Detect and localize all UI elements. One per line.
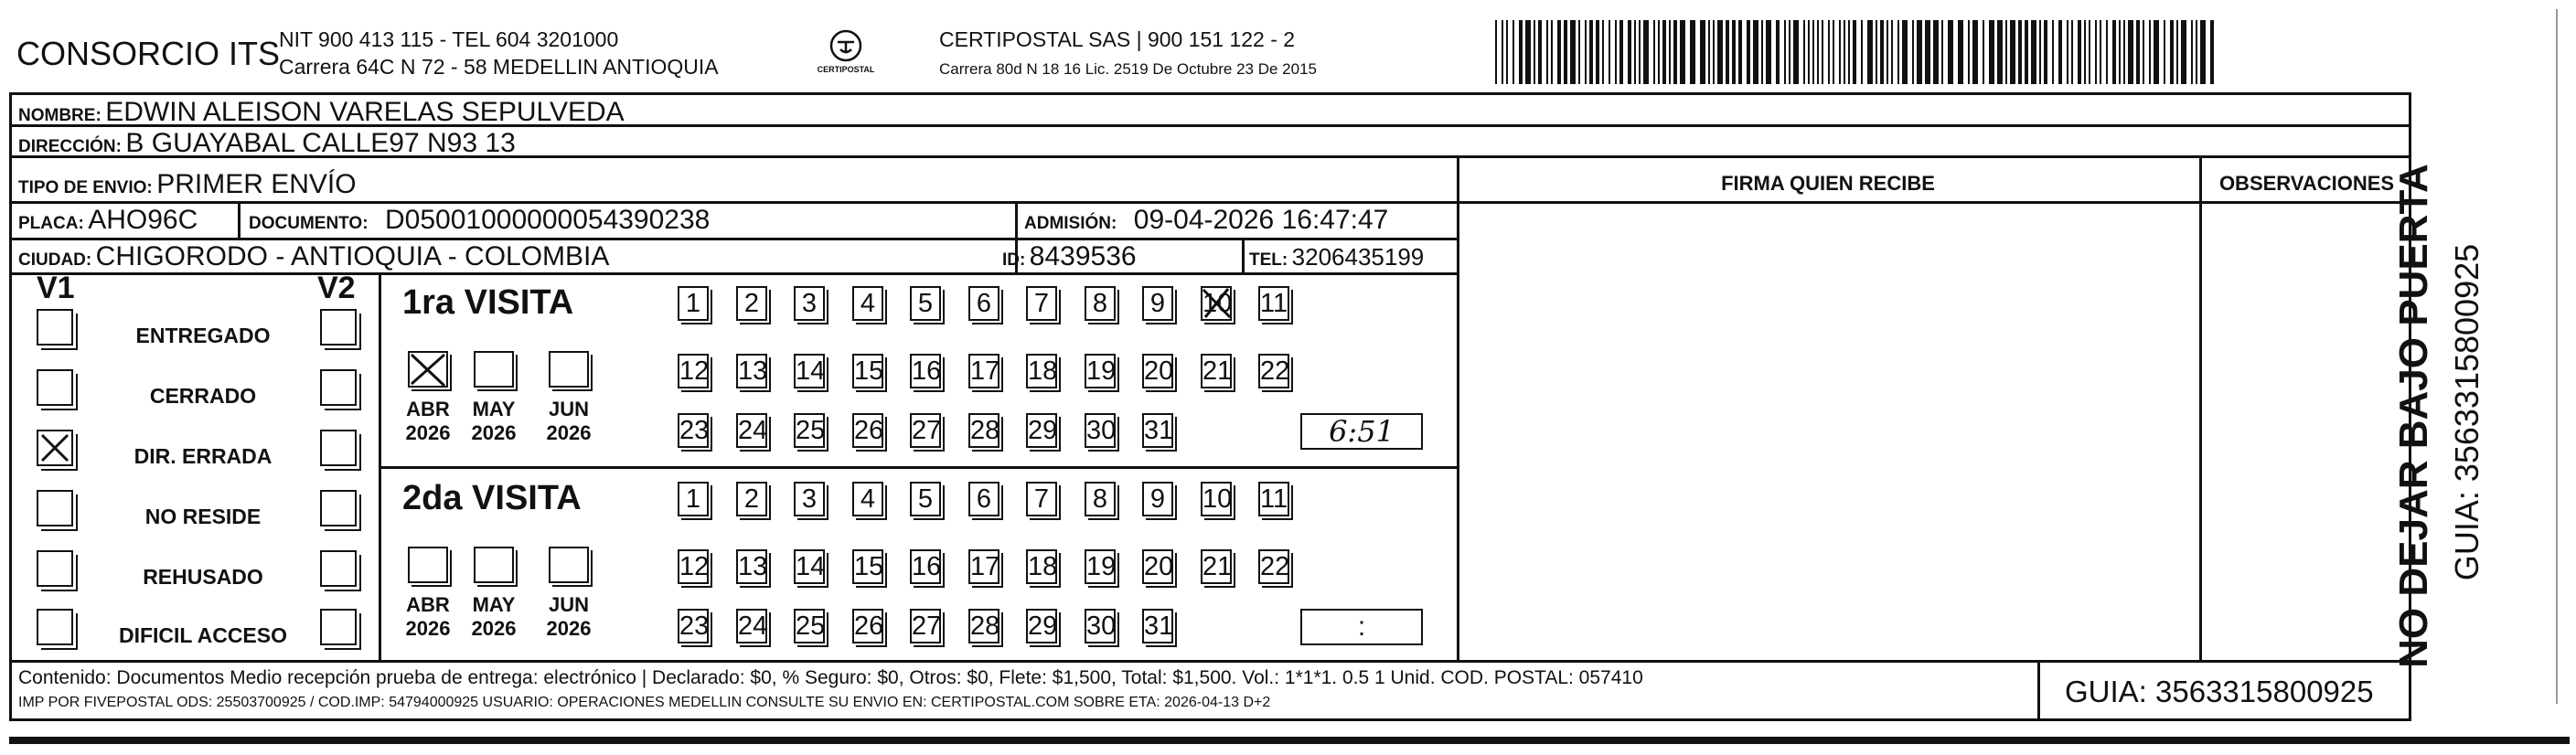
day-box[interactable] [1258,549,1289,584]
day-number: 21 [1202,356,1233,386]
observaciones-area[interactable] [2203,205,2410,659]
day-box[interactable] [1142,549,1173,584]
day-box[interactable] [1258,482,1289,516]
day-box[interactable] [1026,482,1057,516]
day-box[interactable] [678,609,709,643]
day-box[interactable] [852,413,883,448]
day-number: 5 [917,484,934,514]
month-label: ABR [406,593,450,616]
check-x-icon [408,351,448,388]
day-box[interactable] [1085,354,1116,388]
day-number: 10 [1202,289,1233,318]
day-number: 26 [854,611,884,641]
day-number: 11 [1260,484,1288,514]
day-box[interactable] [852,549,883,584]
day-box[interactable] [852,609,883,643]
day-number: 8 [1092,289,1108,318]
tel-value: 3206435199 [1291,243,1425,271]
barcode [1495,20,2227,84]
day-box[interactable] [968,286,999,321]
admision-label: ADMISIÓN: [1024,214,1117,233]
day-number: 31 [1144,416,1174,445]
day-number: 15 [854,356,884,386]
time-value: : [1357,611,1366,642]
day-number: 19 [1086,552,1117,581]
address-line: Carrera 64C N 72 - 58 MEDELLIN ANTIOQUIA [279,55,719,79]
day-number: 15 [854,552,884,581]
tipo-label: TIPO DE ENVIO: [18,178,153,197]
day-number: 16 [912,552,942,581]
year-label: 2026 [471,421,517,444]
status-label: NO RESIDE [144,505,262,528]
day-box[interactable] [910,413,941,448]
day-box[interactable] [852,354,883,388]
day-number: 14 [796,552,826,581]
day-number: 25 [796,611,826,641]
placa-value: AHO96C [88,205,198,235]
v2-checkbox[interactable] [320,369,357,406]
day-box[interactable] [1142,413,1173,448]
day-box[interactable] [1026,413,1057,448]
visit-title: 2da VISITA [402,479,582,517]
day-box[interactable] [910,286,941,321]
tel-label: TEL: [1249,250,1288,270]
day-number: 24 [738,611,768,641]
day-number: 29 [1028,611,1058,641]
day-number: 18 [1028,552,1058,581]
v2-checkbox[interactable] [320,609,357,645]
admision-row [1024,205,1388,236]
day-number: 27 [912,611,942,641]
v1-label: V1 [37,271,75,305]
v1-checkbox[interactable] [37,309,73,346]
day-box[interactable] [910,482,941,516]
day-number: 8 [1092,484,1108,514]
month-checkbox[interactable] [408,547,448,583]
day-box[interactable] [736,286,767,321]
v2-checkbox[interactable] [320,309,357,346]
day-number: 18 [1028,356,1058,386]
day-box[interactable] [1201,482,1232,516]
month-label: ABR [406,398,450,420]
day-box[interactable] [678,482,709,516]
month-label: MAY [472,398,516,420]
day-number: 28 [970,611,1000,641]
day-number: 14 [796,356,826,386]
documento-value: D05001000000054390238 [385,205,711,235]
day-number: 16 [912,356,942,386]
day-box[interactable] [1085,482,1116,516]
certipostal-logo-icon [814,27,878,79]
direccion-value: B GUAYABAL CALLE97 N93 13 [125,128,516,158]
day-box[interactable] [1201,549,1232,584]
day-box[interactable] [1085,413,1116,448]
day-number: 7 [1033,289,1050,318]
day-number: 3 [801,484,818,514]
day-box[interactable] [852,482,883,516]
logo-text: CERTIPOSTAL [817,65,875,74]
day-number: 29 [1028,416,1058,445]
v1-checkbox[interactable] [37,369,73,406]
day-number: 21 [1202,552,1233,581]
month-checkbox[interactable] [474,351,514,388]
side-guia: GUIA: 3563315800925 [2448,243,2485,581]
day-box[interactable] [1142,354,1173,388]
day-number: 12 [679,356,710,386]
day-number: 6 [976,484,992,514]
status-label: CERRADO [149,384,257,408]
day-box[interactable] [794,413,825,448]
day-number: 4 [860,484,876,514]
visit-title: 1ra VISITA [402,283,574,322]
day-box[interactable] [1026,549,1057,584]
day-box[interactable] [1026,354,1057,388]
id-value: 8439536 [1029,241,1137,271]
day-box[interactable] [852,286,883,321]
documento-row [249,205,710,236]
day-number: 1 [685,289,701,318]
day-number: 10 [1202,484,1233,514]
day-box[interactable] [678,413,709,448]
day-box[interactable] [736,609,767,643]
year-label: 2026 [471,617,517,640]
day-number: 25 [796,416,826,445]
day-number: 30 [1086,416,1117,445]
day-number: 2 [743,484,760,514]
day-box[interactable] [910,354,941,388]
day-number: 28 [970,416,1000,445]
footer-guia: GUIA: 3563315800925 [2065,675,2374,708]
month-label: MAY [472,593,516,616]
day-number: 1 [685,484,701,514]
footer-imp: IMP POR FIVEPOSTAL ODS: 25503700925 / COD.IMP: 54794000925 USUARIO: OPERACIONES MEDELLIN CONSULTE SU ENVIO EN: CERTIPOSTAL.COM SOBRE ETA: 2026-04-13 D+2 [18,695,1271,710]
day-box[interactable] [794,482,825,516]
placa-label: PLACA: [18,214,84,233]
year-label: 2026 [405,421,451,444]
day-number: 9 [1149,289,1166,318]
id-row [1002,241,1137,272]
day-box[interactable] [1085,609,1116,643]
day-box[interactable] [968,413,999,448]
day-box[interactable] [1201,354,1232,388]
v2-label: V2 [317,271,356,305]
ciudad-value: CHIGORODO - ANTIOQUIA - COLOMBIA [95,241,610,271]
day-box[interactable] [678,354,709,388]
day-number: 24 [738,416,768,445]
day-box[interactable] [678,286,709,321]
day-box[interactable] [794,549,825,584]
day-box[interactable] [794,354,825,388]
day-number: 12 [679,552,710,581]
day-box[interactable] [794,609,825,643]
day-number: 26 [854,416,884,445]
day-box[interactable] [1258,286,1289,321]
year-label: 2026 [546,421,592,444]
bottom-rule [9,737,2570,744]
day-number: 23 [679,611,710,641]
day-box[interactable] [910,609,941,643]
day-box[interactable] [678,549,709,584]
day-number: 2 [743,289,760,318]
v1-checkbox[interactable] [37,550,73,587]
day-box[interactable] [968,482,999,516]
year-label: 2026 [405,617,451,640]
month-checkbox[interactable] [474,547,514,583]
day-box[interactable] [1026,609,1057,643]
day-box[interactable] [736,413,767,448]
day-box[interactable] [968,549,999,584]
direccion-label: DIRECCIÓN: [18,137,122,156]
id-label: ID: [1002,250,1026,270]
month-label: JUN [548,593,589,616]
documento-label: DOCUMENTO: [249,214,369,233]
side-warning: NO DEJAR BAJO PUERTA [2391,164,2436,668]
day-number: 22 [1260,356,1290,386]
month-checkbox[interactable] [549,547,589,583]
day-box[interactable] [1085,286,1116,321]
company-name: CONSORCIO ITS [16,35,281,72]
day-box[interactable] [1142,609,1173,643]
month-checkbox[interactable] [408,351,448,388]
tipo-row [18,169,357,200]
v2-checkbox[interactable] [320,550,357,587]
status-label: ENTREGADO [135,324,271,347]
nit-line: NIT 900 413 115 - TEL 604 3201000 [279,27,619,51]
day-box[interactable] [794,286,825,321]
day-box[interactable] [1142,482,1173,516]
direccion-row [18,128,516,159]
day-number: 19 [1086,356,1117,386]
nombre-row [18,97,625,128]
day-number: 6 [976,289,992,318]
day-number: 30 [1086,611,1117,641]
day-number: 7 [1033,484,1050,514]
day-number: 17 [970,356,1000,386]
day-box[interactable] [736,482,767,516]
time-box[interactable] [1300,609,1423,645]
status-label: DIFICIL ACCESO [118,623,287,647]
day-box[interactable] [736,354,767,388]
footer-contenido: Contenido: Documentos Medio recepción prueba de entrega: electrónico | Declarado: $0, % Seguro: $0, Otros: $0, Flete: $1,500, Total: $1,500. Vol.: 1*1*1. 0.5 1 Unid. COD. POSTAL: 057410 [18,667,1643,688]
day-number: 22 [1260,552,1290,581]
status-label: REHUSADO [143,565,263,589]
admision-value: 09-04-2026 16:47:47 [1133,205,1389,235]
time-value: 6:51 [1329,414,1395,449]
day-box[interactable] [736,549,767,584]
ciudad-label: CIUDAD: [18,250,92,270]
day-box[interactable] [1142,286,1173,321]
day-box[interactable] [1258,354,1289,388]
day-box[interactable] [968,354,999,388]
day-number: 13 [738,552,768,581]
day-box[interactable] [910,549,941,584]
day-number: 3 [801,289,818,318]
time-box[interactable] [1300,413,1423,450]
day-number: 11 [1260,289,1288,318]
day-box[interactable] [1201,286,1232,321]
month-label: JUN [548,398,589,420]
day-number: 20 [1144,356,1174,386]
day-number: 17 [970,552,1000,581]
observaciones-label: OBSERVACIONES [2218,172,2395,195]
status-label: DIR. ERRADA [134,444,273,468]
day-number: 13 [738,356,768,386]
month-checkbox[interactable] [549,351,589,388]
v2-checkbox[interactable] [320,430,357,466]
firma-label: FIRMA QUIEN RECIBE [1721,172,1935,195]
courier-address: Carrera 80d N 18 16 Lic. 2519 De Octubre 23 De 2015 [939,60,1317,78]
day-box[interactable] [1026,286,1057,321]
ciudad-row [18,241,609,272]
day-number: 20 [1144,552,1174,581]
day-number: 9 [1149,484,1166,514]
v2-checkbox[interactable] [320,490,357,526]
day-number: 27 [912,416,942,445]
v1-checkbox[interactable] [37,430,73,466]
year-label: 2026 [546,617,592,640]
check-x-icon [38,431,71,464]
day-number: 4 [860,289,876,318]
day-box[interactable] [968,609,999,643]
day-number: 5 [917,289,934,318]
v1-checkbox[interactable] [37,609,73,645]
tel-row [1249,243,1424,271]
firma-area[interactable] [1460,205,2197,659]
day-box[interactable] [1085,549,1116,584]
placa-row [18,205,198,236]
tipo-value: PRIMER ENVÍO [156,169,357,199]
day-number: 23 [679,416,710,445]
day-number: 31 [1144,611,1174,641]
v1-checkbox[interactable] [37,490,73,526]
courier-line: CERTIPOSTAL SAS | 900 151 122 - 2 [939,27,1296,51]
nombre-label: NOMBRE: [18,106,102,125]
check-x-icon [1201,286,1232,321]
nombre-value: EDWIN ALEISON VARELAS SEPULVEDA [105,97,625,127]
